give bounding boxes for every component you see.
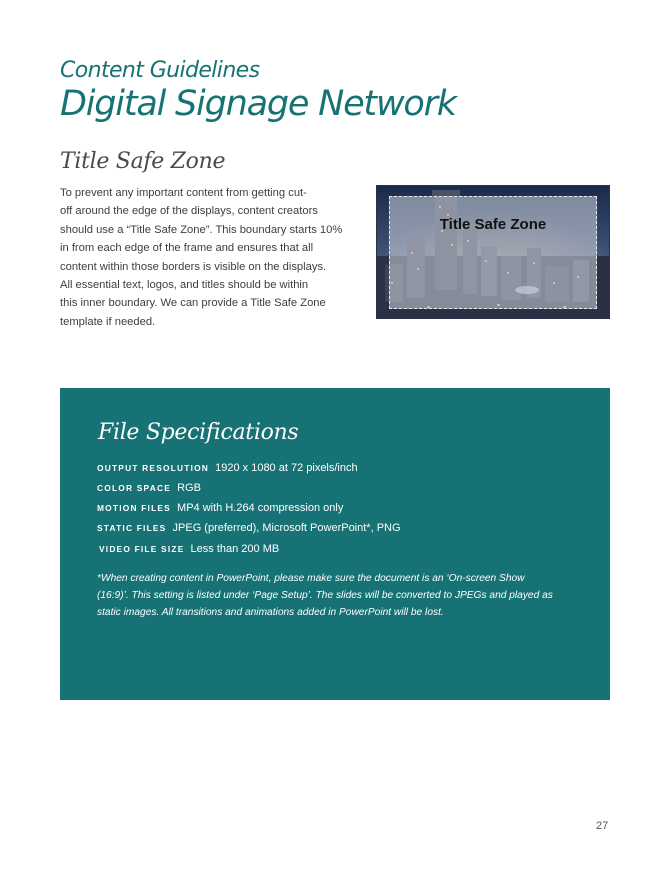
body-line: should use a “Title Safe Zone”. This boundary starts 10% [60, 223, 343, 236]
powerpoint-note [97, 570, 577, 622]
title-safe-zone-label: Title Safe Zone [439, 216, 547, 233]
spec-value: RGB [177, 482, 201, 494]
spec-row-motion-files [97, 502, 343, 514]
note-line: (16:9)’. This setting is listed under ‘Page Setup’. The slides will be converted to JPEGs and played as [97, 590, 553, 602]
spec-row-video-file-size [99, 543, 279, 555]
note-line: static images. All transitions and animations added in PowerPoint will be lost. [97, 607, 444, 619]
body-line: in from each edge of the frame and ensures that all [60, 242, 314, 255]
body-line: content within those borders is visible on the displays. [60, 260, 327, 273]
spec-row-output-resolution [97, 462, 358, 474]
body-line: All essential text, logos, and titles should be within [60, 279, 309, 292]
file-specifications-panel [60, 388, 610, 700]
title-safe-zone-body [60, 184, 350, 331]
note-line: *When creating content in PowerPoint, please make sure the document is an ‘On-screen Show [97, 573, 525, 584]
page-number: 27 [596, 820, 609, 832]
spec-label: OUTPUT RESOLUTION [97, 463, 210, 473]
spec-row-static-files [97, 522, 401, 534]
spec-label: COLOR SPACE [97, 483, 171, 493]
body-line: template if needed. [60, 315, 156, 328]
file-specifications-heading: File Specifications [98, 420, 299, 445]
header-subtitle: Content Guidelines [60, 58, 260, 83]
spec-value: Less than 200 MB [190, 543, 280, 555]
spec-value: JPEG (preferred), Microsoft PowerPoint*, PNG [172, 522, 401, 534]
page-title: Digital Signage Network [60, 84, 456, 124]
title-safe-zone-overlay [389, 196, 597, 309]
body-line: this inner boundary. We can provide a Title Safe Zone [60, 297, 326, 310]
spec-label: VIDEO FILE SIZE [99, 544, 185, 554]
spec-value: MP4 with H.264 compression only [177, 502, 344, 514]
spec-row-color-space [97, 482, 201, 494]
spec-label: STATIC FILES [97, 523, 167, 533]
body-line: To prevent any important content from getting cut- [60, 187, 307, 199]
spec-value: 1920 x 1080 at 72 pixels/inch [215, 462, 358, 474]
title-safe-zone-heading: Title Safe Zone [60, 149, 226, 174]
spec-label: MOTION FILES [97, 503, 171, 513]
body-line: off around the edge of the displays, content creators [60, 205, 318, 218]
